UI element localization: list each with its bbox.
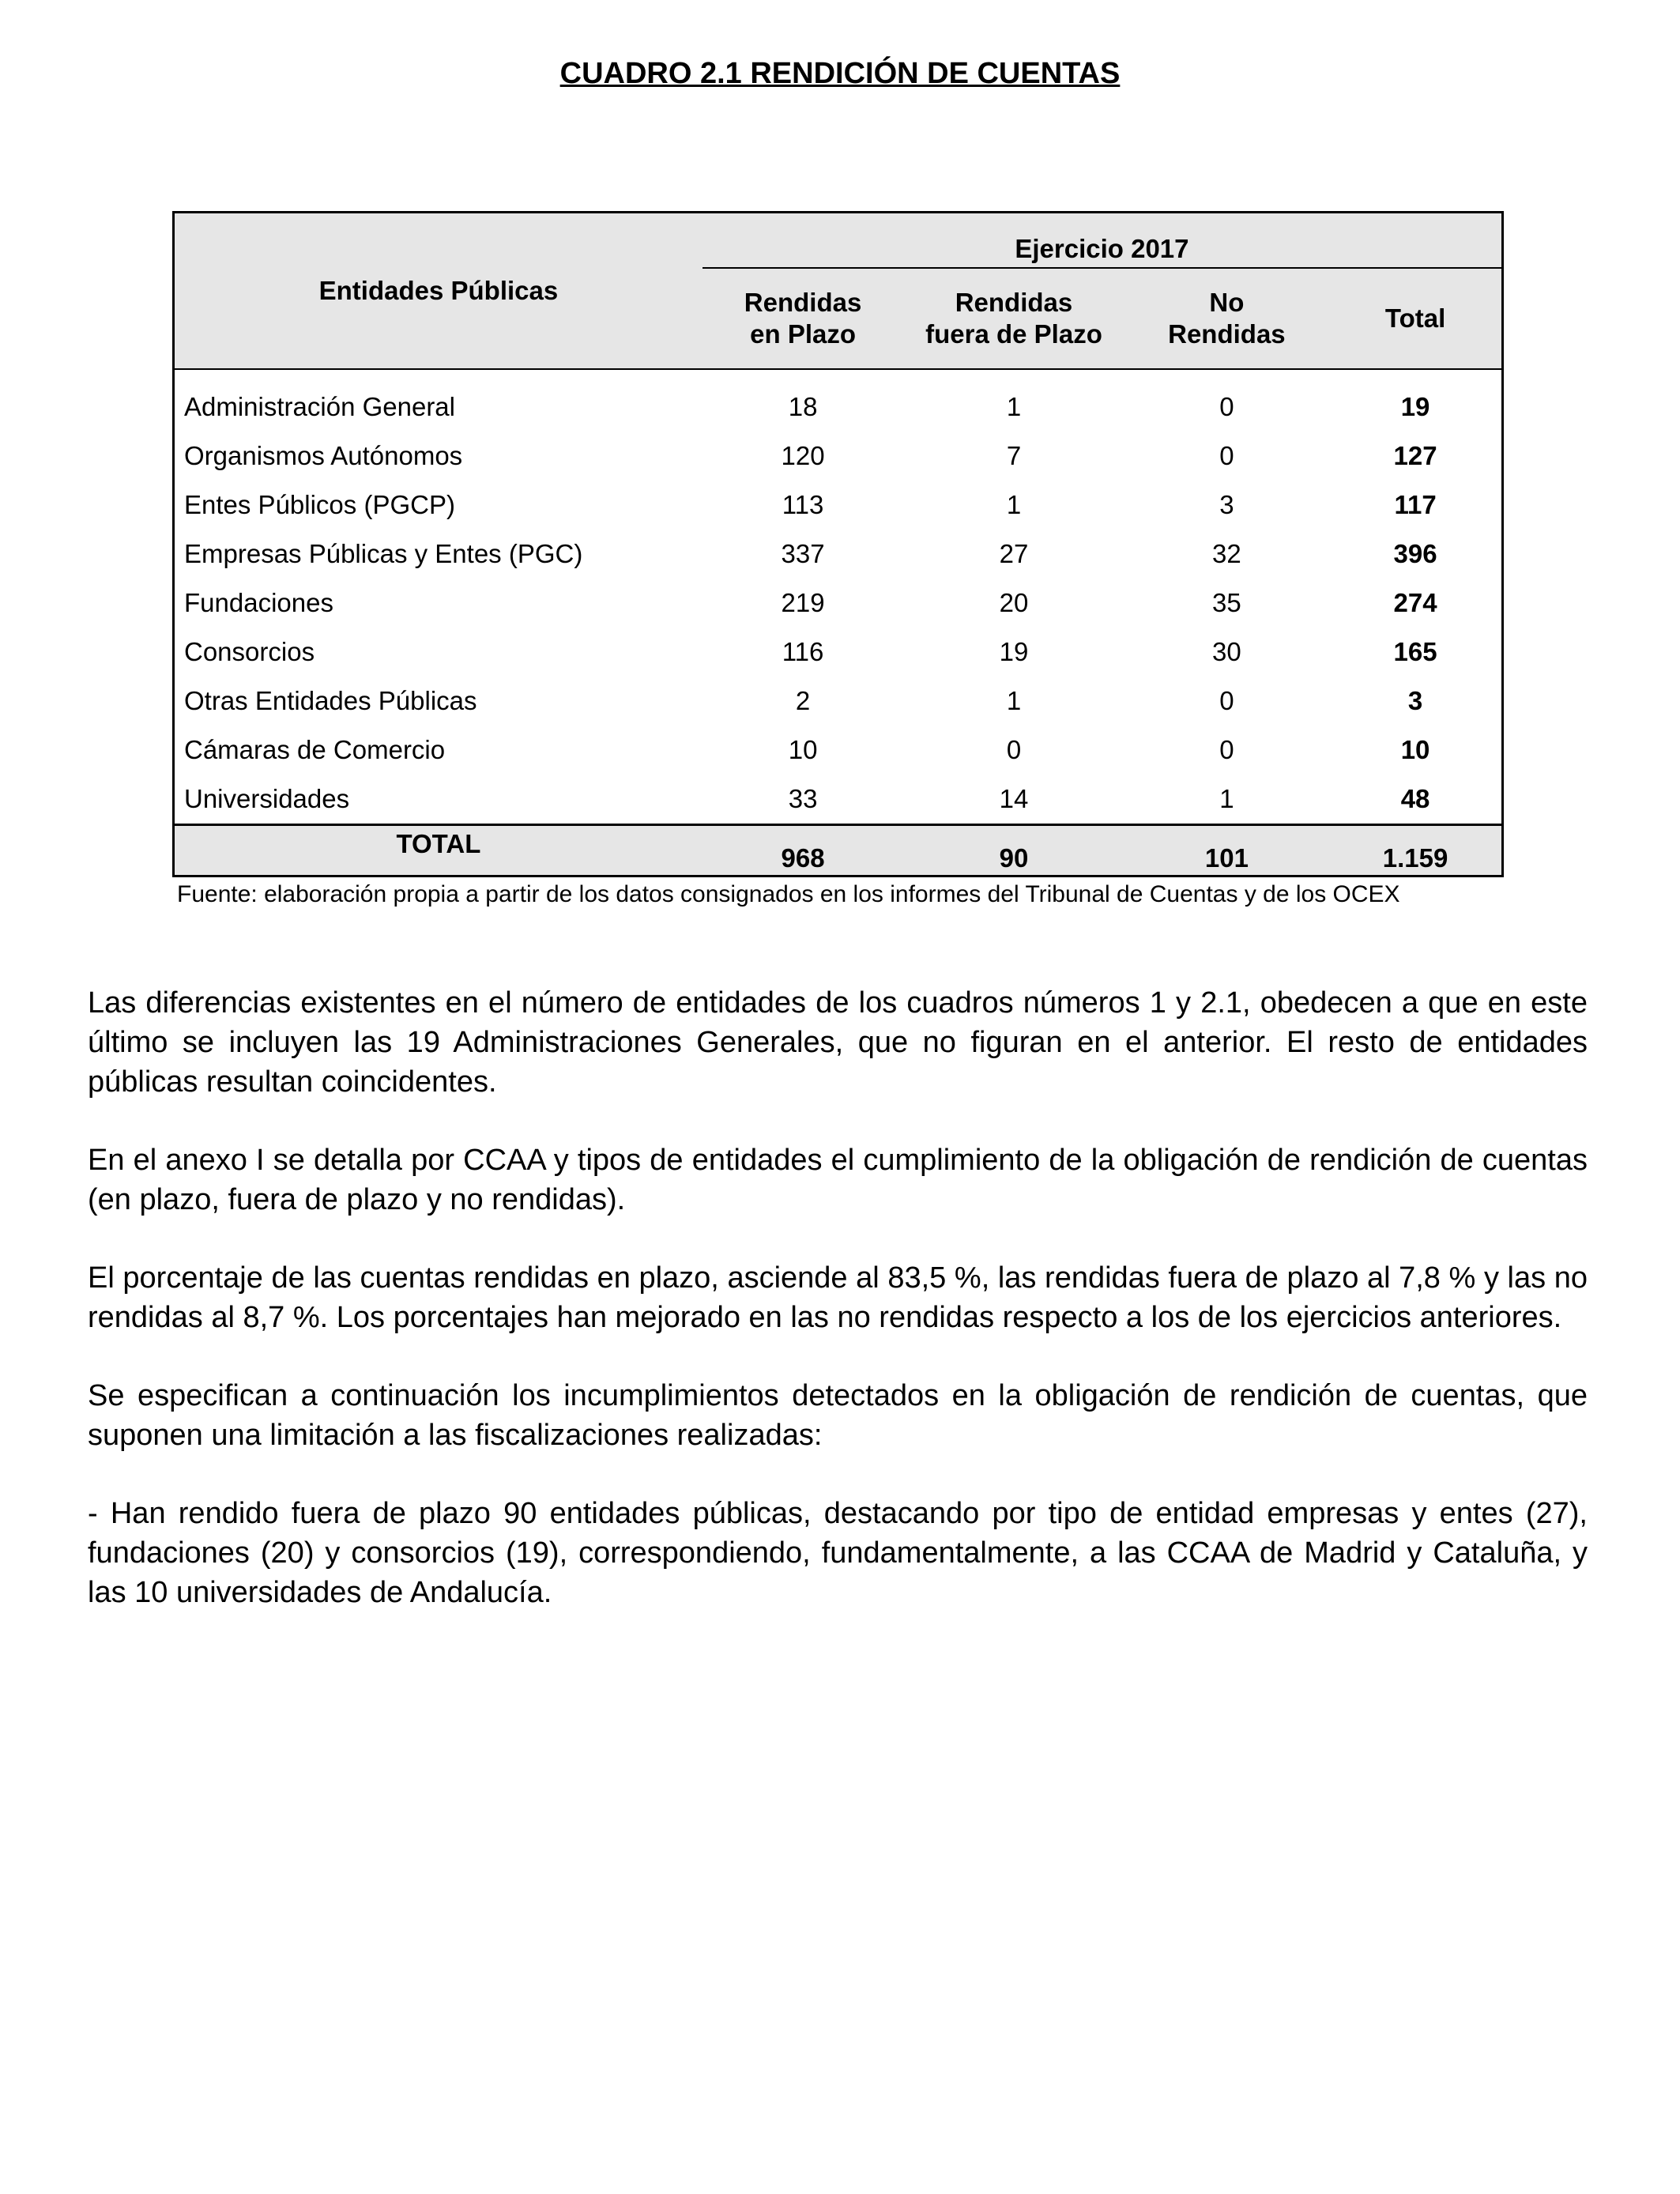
table-row: [174, 677, 1503, 726]
cell-total: 127: [1393, 441, 1437, 470]
cell-no-rendidas: 0: [1219, 392, 1234, 421]
table-source-note: Fuente: elaboración propia a partir de los datos consignados en los informes del Tribunal de Cuentas y de los OCEX: [177, 881, 1400, 907]
paragraph: - Han rendido fuera de plazo 90 entidades públicas, destacando por tipo de entidad empresas y entes (27), fundaciones (20) y consorcios (19), correspondiendo, fundamentalmente, a las CCAA de Madrid y Cataluña, y las 10 universidades de Andalucía.: [88, 1497, 1588, 1609]
table-row: [174, 530, 1503, 579]
table-row: [174, 383, 1503, 432]
total-no-rendidas: 101: [1124, 825, 1329, 876]
row-entity: Cámaras de Comercio: [184, 735, 446, 764]
total-fuera: 90: [903, 825, 1124, 876]
row-entity: Administración General: [184, 392, 455, 421]
row-entity: Fundaciones: [184, 588, 333, 617]
table-row: [174, 726, 1503, 775]
cell-plazo: 2: [795, 686, 811, 715]
year-group-header: Ejercicio 2017: [703, 213, 1503, 269]
total-total: 1.159: [1329, 825, 1502, 876]
accounts-table: [172, 211, 1504, 877]
paragraph: En el anexo I se detalla por CCAA y tipos de entidades el cumplimiento de la obligación de rendición de cuentas (en plazo, fuera de plazo y no rendidas).: [88, 1144, 1588, 1216]
cell-plazo: 10: [788, 735, 818, 764]
cell-total: 274: [1393, 588, 1437, 617]
cell-no-rendidas: 0: [1219, 441, 1234, 470]
row-entity: Entes Públicos (PGCP): [184, 490, 455, 519]
cell-fuera: 7: [1006, 441, 1022, 470]
cell-plazo: 116: [782, 637, 824, 666]
cell-fuera: 0: [1006, 735, 1022, 764]
column-header-total: Total: [1329, 268, 1502, 369]
accounts-table-wrapper: [172, 211, 1504, 877]
cell-total: 165: [1393, 637, 1437, 666]
cell-no-rendidas: 0: [1219, 686, 1234, 715]
cell-plazo: 33: [788, 784, 818, 813]
row-entity: Organismos Autónomos: [184, 441, 463, 470]
cell-plazo: 18: [788, 392, 818, 421]
entity-column-header: Entidades Públicas: [174, 213, 703, 370]
table-row: [174, 481, 1503, 530]
cell-total: 3: [1407, 686, 1423, 715]
column-header-no-rendidas: No Rendidas: [1124, 268, 1329, 369]
column-header-plazo: Rendidas en Plazo: [703, 268, 903, 369]
cell-plazo: 337: [781, 539, 825, 568]
table-row: [174, 432, 1503, 481]
cell-fuera: 1: [1006, 686, 1022, 715]
table-row: [174, 775, 1503, 825]
cell-no-rendidas: 32: [1212, 539, 1241, 568]
paragraph: Se especifican a continuación los incumplimientos detectados en la obligación de rendición de cuentas, que suponen una limitación a las fiscalizaciones realizadas:: [88, 1379, 1588, 1452]
row-entity: Universidades: [184, 784, 350, 813]
paragraph: El porcentaje de las cuentas rendidas en plazo, asciende al 83,5 %, las rendidas fuera de plazo al 7,8 % y las no rendidas al 8,7 %. Los porcentajes han mejorado en las no rendidas respecto a los de los ejercicios anteriores.: [88, 1261, 1588, 1334]
cell-fuera: 1: [1006, 490, 1022, 519]
cell-total: 10: [1400, 735, 1430, 764]
page-title: CUADRO 2.1 RENDICIÓN DE CUENTAS: [559, 57, 1121, 90]
cell-plazo: 219: [781, 588, 825, 617]
cell-total: 117: [1394, 490, 1437, 519]
cell-no-rendidas: 35: [1212, 588, 1241, 617]
cell-plazo: 113: [782, 490, 824, 519]
table-row: [174, 579, 1503, 628]
cell-total: 396: [1393, 539, 1437, 568]
cell-no-rendidas: 0: [1219, 735, 1234, 764]
total-plazo: 968: [703, 825, 903, 876]
cell-no-rendidas: 3: [1219, 490, 1234, 519]
total-row: [174, 825, 1503, 876]
cell-fuera: 14: [999, 784, 1029, 813]
paragraph: Las diferencias existentes en el número de entidades de los cuadros números 1 y 2.1, obedecen a que en este último se incluyen las 19 Administraciones Generales, que no figuran en el anterior. El resto de entidades públicas resultan coincidentes.: [88, 986, 1588, 1099]
row-entity: Consorcios: [184, 637, 315, 666]
cell-total: 19: [1400, 392, 1430, 421]
cell-fuera: 27: [999, 539, 1029, 568]
cell-fuera: 19: [999, 637, 1029, 666]
total-label: TOTAL: [174, 825, 703, 876]
body-text: [88, 983, 1588, 1651]
row-entity: Empresas Públicas y Entes (PGC): [184, 539, 583, 568]
cell-plazo: 120: [781, 441, 825, 470]
cell-total: 48: [1400, 784, 1430, 813]
row-entity: Otras Entidades Públicas: [184, 686, 477, 715]
cell-fuera: 1: [1006, 392, 1022, 421]
column-header-fuera: Rendidas fuera de Plazo: [903, 268, 1124, 369]
cell-no-rendidas: 1: [1219, 784, 1234, 813]
table-row: [174, 628, 1503, 677]
cell-no-rendidas: 30: [1212, 637, 1241, 666]
cell-fuera: 20: [999, 588, 1029, 617]
